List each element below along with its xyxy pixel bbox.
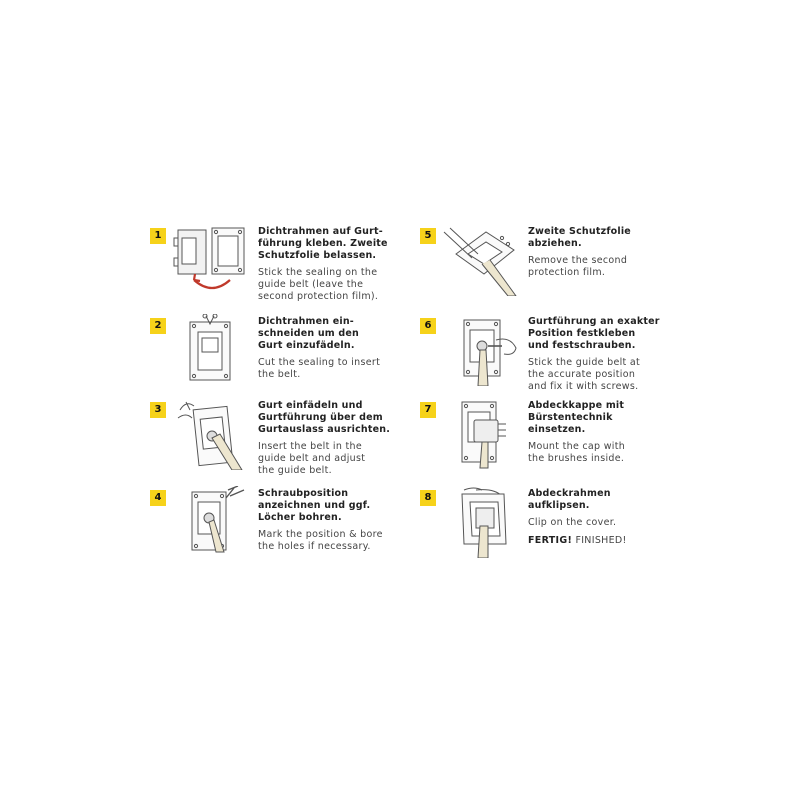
step-8 <box>420 490 760 570</box>
step-illustration-sealing-on-guide <box>172 224 250 296</box>
step-illustration-clip-cover <box>442 486 520 558</box>
step-description-en: Insert the belt in the guide belt and adjust the guide belt. <box>258 441 366 476</box>
step-number-badge: 5 <box>420 228 436 244</box>
step-title-de: Abdeckrahmen aufklipsen. <box>528 488 611 511</box>
step-illustration-mark-drill <box>172 486 250 558</box>
step-title-de: Schraubposition anzeichnen und ggf. Löcher bohren. <box>258 488 371 523</box>
step-7 <box>420 402 760 482</box>
step-title-de: Abdeckkappe mit Bürstentechnik einsetzen. <box>528 400 625 435</box>
step-illustration-cut-sealing <box>172 314 250 386</box>
step-title-de: Gurt einfädeln und Gurtführung über dem Gurtauslass ausrichten. <box>258 400 391 435</box>
step-description-en: Cut the sealing to insert the belt. <box>258 357 381 380</box>
step-title-de: Dichtrahmen auf Gurt- führung kleben. Zweite Schutzfolie belassen. <box>258 226 388 261</box>
step-description-en: Remove the second protection film. <box>528 255 628 278</box>
step-description-en: Mount the cap with the brushes inside. <box>528 441 626 464</box>
step-number-badge: 7 <box>420 402 436 418</box>
step-illustration-insert-belt <box>172 398 250 470</box>
step-description-en: Clip on the cover. <box>528 517 617 528</box>
step-number-badge: 4 <box>150 490 166 506</box>
step-title-de: Gurtführung an exakter Position festkleben und festschrauben. <box>528 316 660 351</box>
finished-bold-de: FERTIG! <box>528 535 573 546</box>
step-number-badge: 3 <box>150 402 166 418</box>
step-illustration-remove-film <box>442 224 520 296</box>
step-number-badge: 8 <box>420 490 436 506</box>
step-title-de: Zweite Schutzfolie abziehen. <box>528 226 631 249</box>
step-number-badge: 2 <box>150 318 166 334</box>
step-number-badge: 6 <box>420 318 436 334</box>
step-description-en: Stick the guide belt at the accurate position and fix it with screws. <box>528 357 641 392</box>
finished-en: FINISHED! <box>572 535 627 546</box>
step-5 <box>420 228 760 308</box>
step-6 <box>420 318 760 398</box>
step-illustration-fix-screws <box>442 314 520 386</box>
step-description-en: Mark the position & bore the holes if necessary. <box>258 529 383 552</box>
step-title-de: Dichtrahmen ein- schneiden um den Gurt einzufädeln. <box>258 316 360 351</box>
finished-note <box>528 535 760 547</box>
step-description-en: Stick the sealing on the guide belt (leave the second protection film). <box>258 267 379 302</box>
step-illustration-mount-cap <box>442 398 520 470</box>
step-number-badge: 1 <box>150 228 166 244</box>
